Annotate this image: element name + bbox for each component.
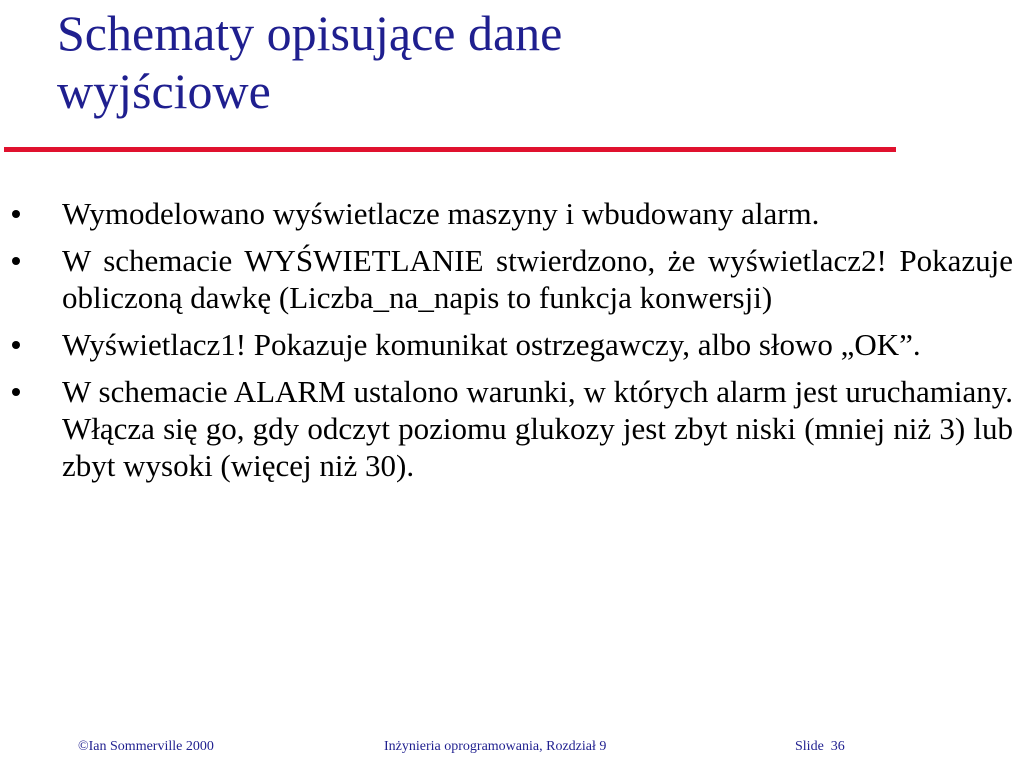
bullet-item	[0, 326, 1024, 363]
footer-course-title: Inżynieria oprogramowania, Rozdział 9	[384, 739, 607, 754]
slide-title-line-2: wyjściowe	[57, 63, 271, 119]
bullet-text: W schemacie WYŚWIETLANIE stwierdzono, że wyświetlacz2! Pokazuje obliczoną dawkę (Liczba_na_napis to funkcja konwersji)	[62, 243, 1013, 315]
bullet-item	[0, 373, 1024, 484]
bullet-item	[0, 195, 1024, 232]
bullet-dot-icon	[12, 210, 20, 218]
bullet-item	[0, 242, 1024, 316]
footer-copyright: ©Ian Sommerville 2000	[78, 739, 214, 754]
bullet-dot-icon	[12, 388, 20, 396]
title-underline-rule	[4, 147, 896, 152]
bullet-dot-icon	[12, 341, 20, 349]
bullet-text: W schemacie ALARM ustalono warunki, w których alarm jest uruchamiany. Włącza się go, gdy odczyt poziomu glukozy jest zbyt niski (mniej niż 3) lub zbyt wysoki (więcej niż 30).	[62, 374, 1013, 483]
slide-title-line-1: Schematy opisujące dane	[57, 5, 563, 61]
bullet-text: Wyświetlacz1! Pokazuje komunikat ostrzegawczy, albo słowo „OK”.	[62, 327, 921, 362]
slide-title	[57, 4, 857, 120]
bullet-dot-icon	[12, 257, 20, 265]
bullet-list	[0, 195, 1024, 494]
footer-slide-number: Slide 36	[795, 739, 845, 754]
bullet-text: Wymodelowano wyświetlacze maszyny i wbudowany alarm.	[62, 196, 820, 231]
